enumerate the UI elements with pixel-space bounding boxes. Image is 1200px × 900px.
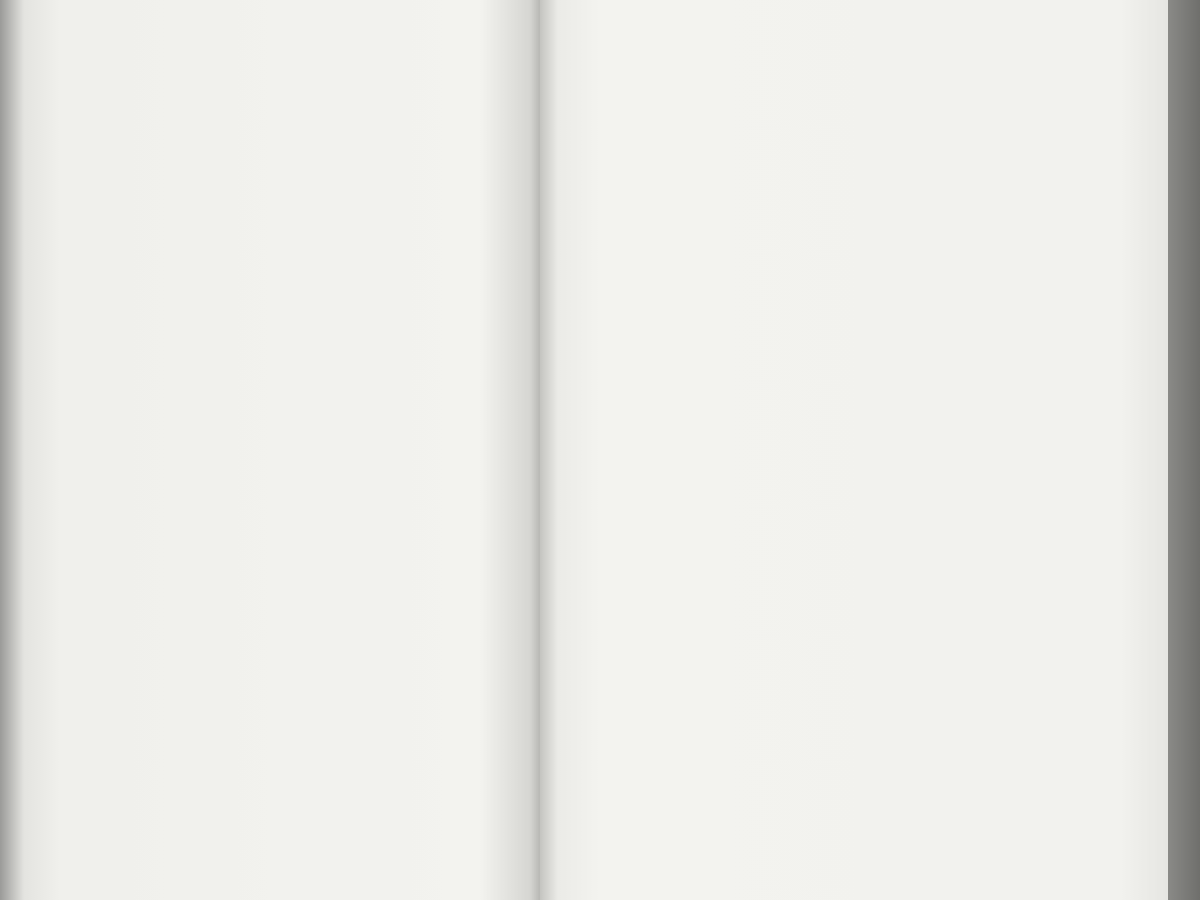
right-page: [540, 0, 1168, 900]
left-contents-table: [0, 0, 539, 900]
right-contents-table: [540, 0, 1168, 900]
left-page: [0, 0, 540, 900]
background-edge: [1168, 0, 1200, 900]
